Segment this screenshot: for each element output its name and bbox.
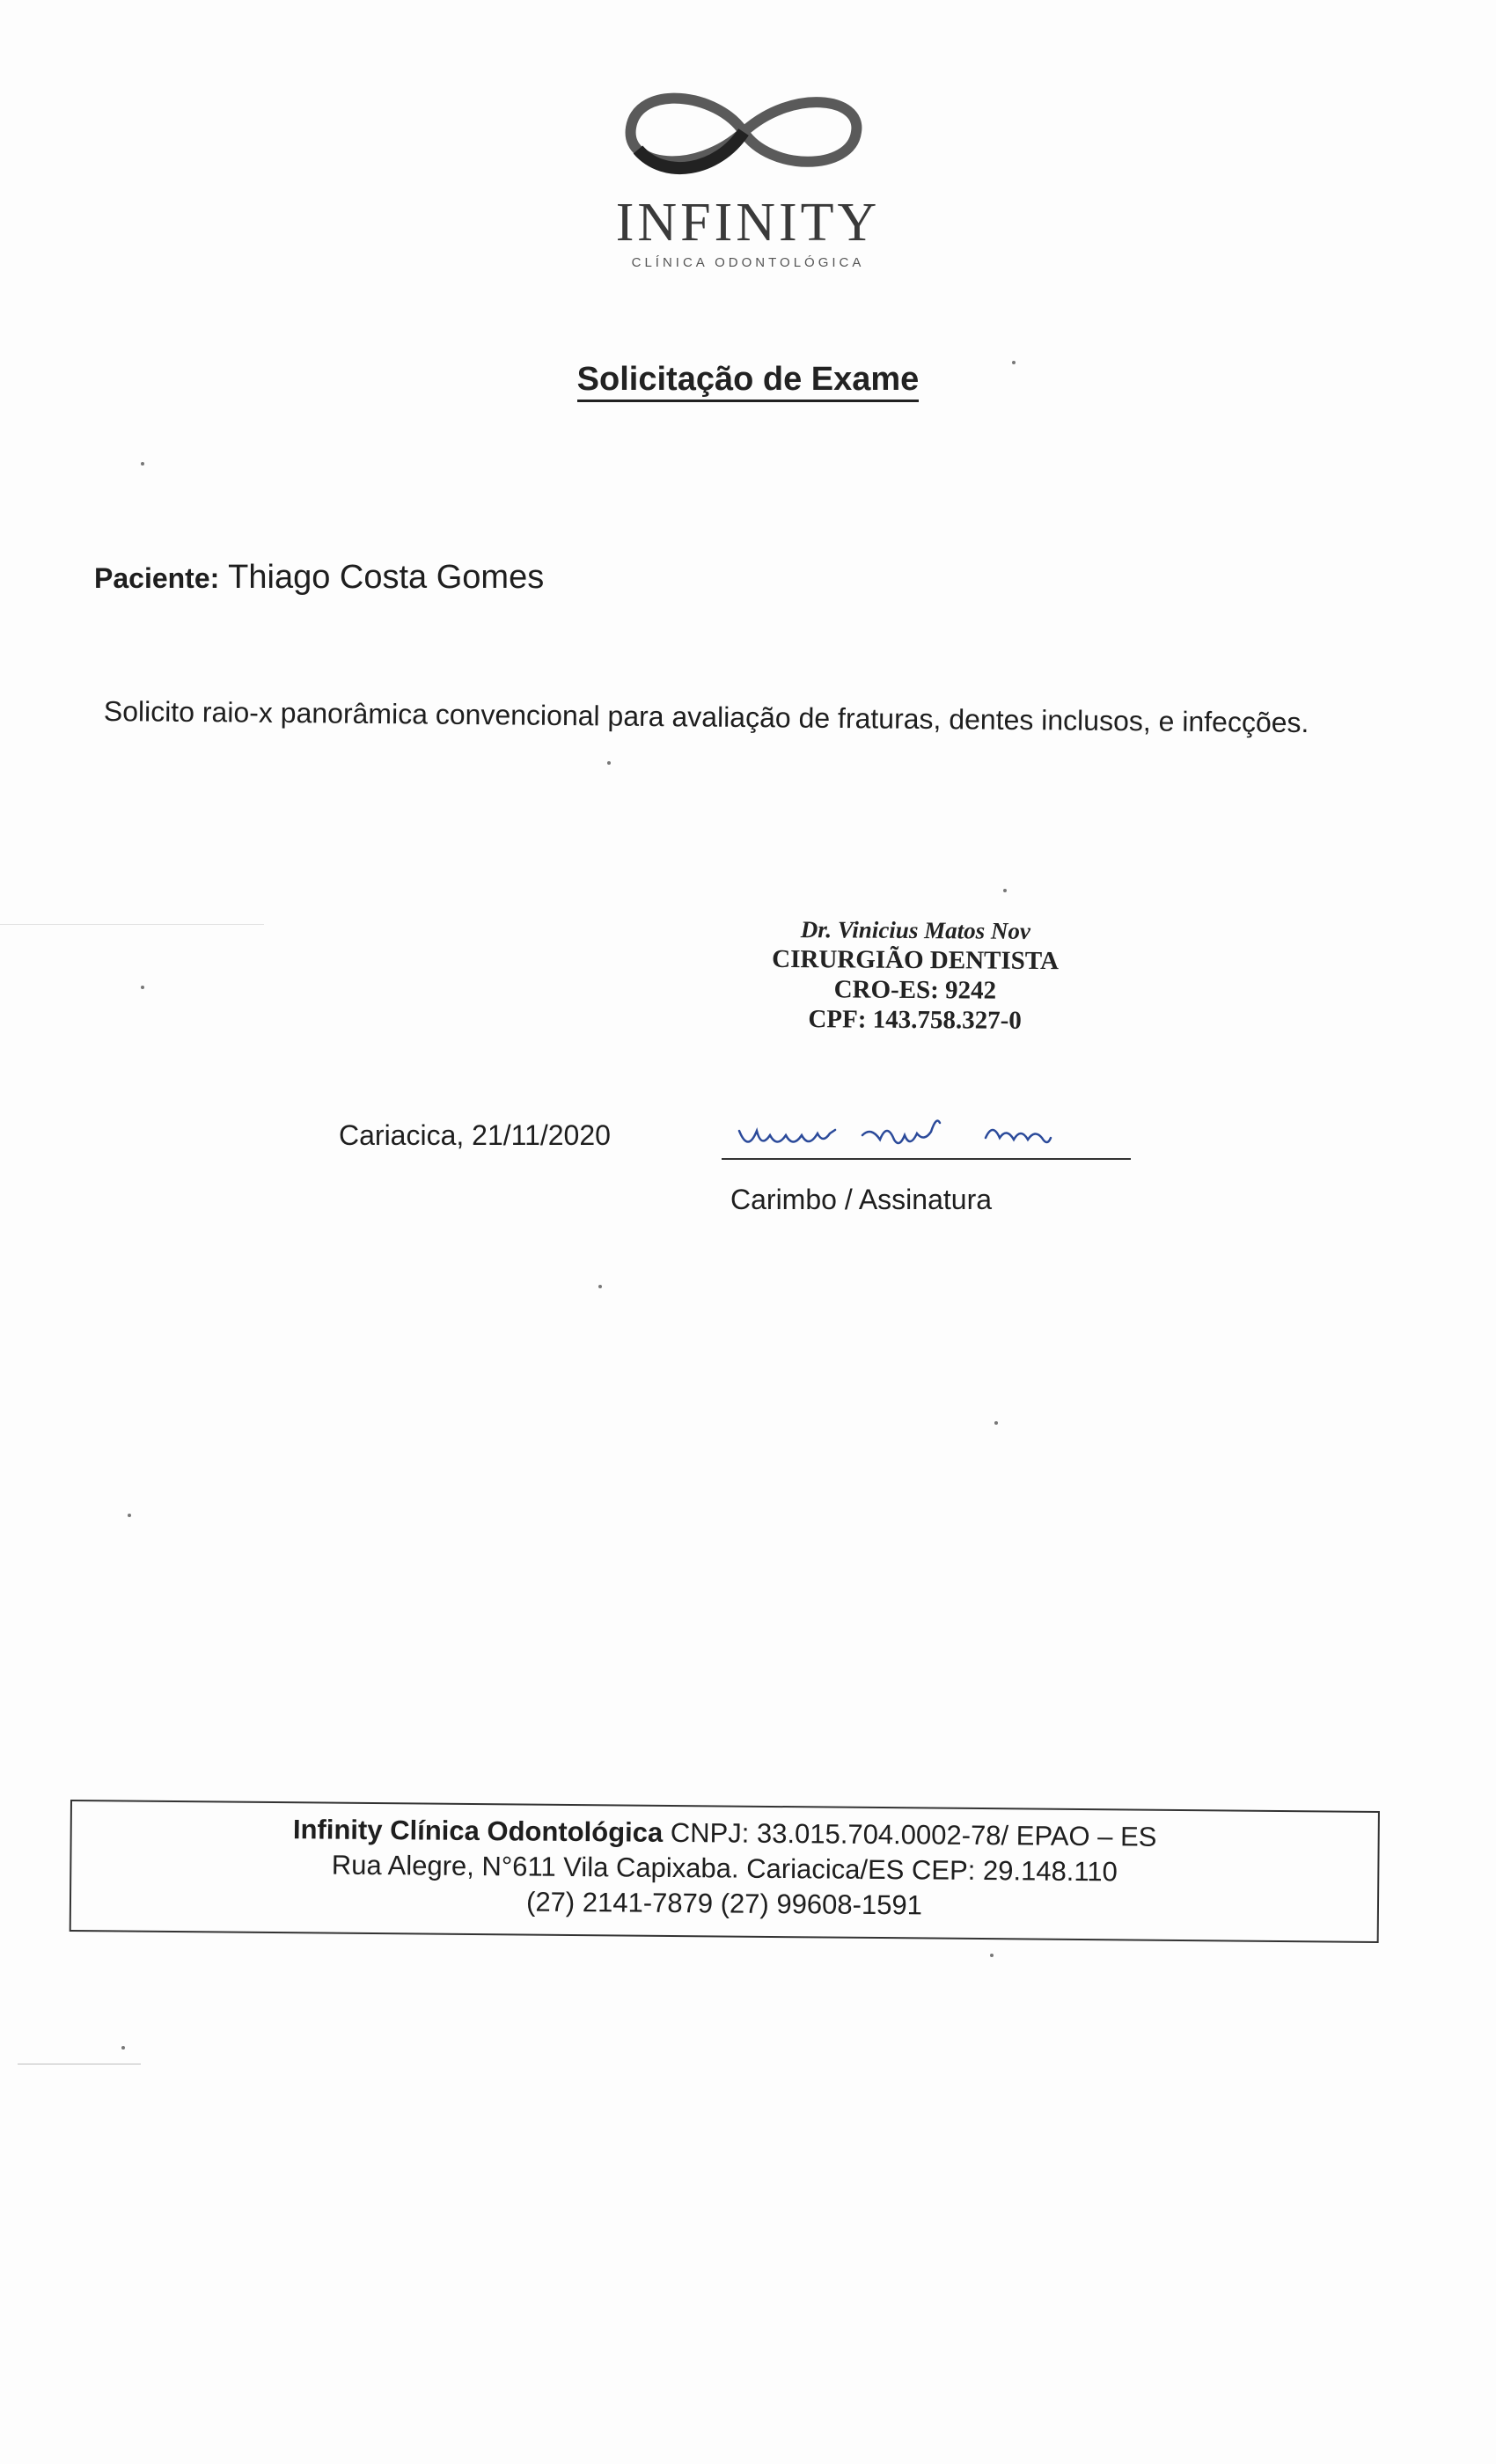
clinic-footer-box (70, 1800, 1380, 1943)
footer-address: Rua Alegre, N°611 Vila Capixaba. Cariacica/ES CEP: 29.148.110 (331, 1849, 1118, 1888)
clinic-logo-subtitle: CLÍNICA ODONTOLÓGICA (631, 255, 865, 270)
scan-speck (994, 1421, 998, 1425)
clinic-logo-name: INFINITY (615, 193, 881, 253)
scan-speck (128, 1514, 131, 1517)
stamp-doctor-name: Dr. Vinicius Matos Nov (800, 916, 1030, 944)
scan-speck (121, 2046, 125, 2050)
doctor-stamp (730, 914, 1101, 1036)
patient-line (94, 559, 544, 597)
footer-cnpj: CNPJ: 33.015.704.0002-78/ EPAO – ES (670, 1816, 1157, 1852)
scan-speck (598, 1285, 602, 1288)
document-title-text: Solicitação de Exame (577, 361, 920, 402)
stamp-cro: CRO-ES: 9242 (833, 975, 997, 1005)
scan-speck (990, 1954, 994, 1957)
infinity-icon (612, 75, 876, 189)
scan-speck (141, 986, 144, 989)
signature-line (722, 1158, 1131, 1160)
signature-label: Carimbo / Assinatura (730, 1184, 993, 1215)
place-date: Cariacica, 21/11/2020 (339, 1119, 611, 1151)
handwritten-signature (722, 1104, 1135, 1157)
scan-line (0, 924, 264, 925)
stamp-role: CIRURGIÃO DENTISTA (772, 944, 1060, 976)
document-title (422, 361, 1074, 399)
exam-request-text: Solicito raio-x panorâmica convencional para avaliação de fraturas, dentes inclusos, e infecções. (103, 695, 1309, 739)
scan-speck (1003, 889, 1007, 892)
footer-phones: (27) 2141-7879 (27) 99608-1591 (525, 1886, 923, 1921)
scan-speck (141, 462, 144, 466)
stamp-cpf: CPF: 143.758.327-0 (808, 1005, 1022, 1035)
patient-label: Paciente: (94, 562, 220, 594)
footer-clinic-name: Infinity Clínica Odontológica (292, 1814, 664, 1848)
scan-speck (607, 761, 611, 765)
scan-speck (1012, 361, 1016, 364)
patient-name: Thiago Costa Gomes (228, 559, 545, 596)
